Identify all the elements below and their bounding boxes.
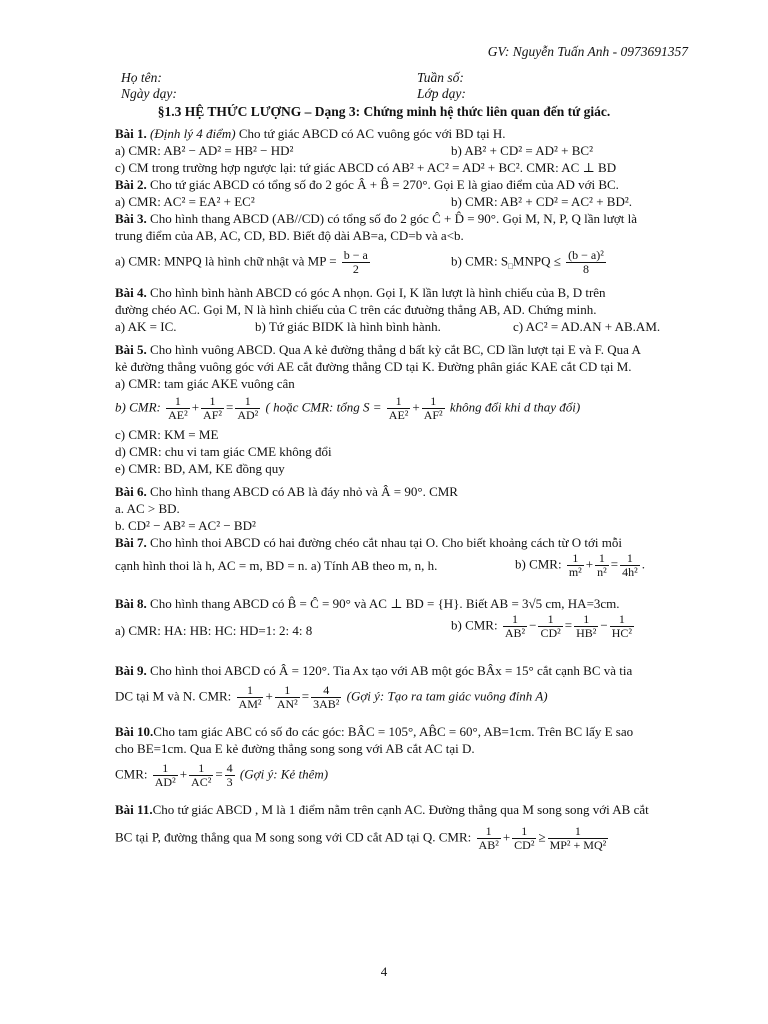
exercise-1 bbox=[115, 126, 705, 143]
page-number: 4 bbox=[380, 964, 388, 979]
name-label: Họ tên: bbox=[121, 70, 162, 85]
exercise-3 bbox=[115, 211, 705, 228]
exercise-2 bbox=[115, 177, 705, 194]
fraction: $\frac{1}{\text{AC²}}$ bbox=[191, 761, 212, 790]
part-b: b) CMR: $\frac{1}{\text{m²}}$ + $\frac{1}{\text{n²}}$ = $\frac{1}{\text{4h²}}$ . bbox=[515, 551, 645, 580]
exercise-note: (Định lý 4 điểm) bbox=[150, 126, 236, 141]
part-a: a) CMR: AB² − AD² = HB² − HD² bbox=[115, 143, 294, 158]
exercise-4-parts bbox=[115, 319, 705, 336]
exercise-text: Cho hình thang ABCD có B̂ = Ĉ = 90° và AC ⊥ BD = {H}. Biết AB = 3√5 cm, HA=3cm. bbox=[146, 596, 620, 611]
exercise-text: Cho hình bình hành ABCD có góc A nhọn. Gọi I, K lần lượt là hình chiếu của B, D trên bbox=[146, 285, 606, 300]
exercise-9-cmr: DC tại M và N. CMR: $\frac{1}{\text{AM²}}$ + $\frac{1}{\text{AN²}}$ = $\frac{4}{\text{3AB²}}$ (Gợi ý: Tạo ra tam giác vuông đỉnh A) bbox=[115, 683, 548, 712]
exercise-2-parts bbox=[115, 194, 705, 211]
fraction: $\frac{1}{\text{AF²}}$ bbox=[423, 394, 443, 423]
exercise-text: Cho tứ giác ABCD có tổng số đo 2 góc Â + B̂ = 270°. Gọi E là giao điểm của AD với BC. bbox=[146, 177, 619, 192]
teacher-info: GV: Nguyễn Tuấn Anh - 0973691357 bbox=[487, 44, 688, 59]
exercise-label: Bài 4. bbox=[115, 285, 147, 300]
part-b: b) CMR: $\frac{1}{\text{AB²}}$ − $\frac{1}{\text{CD²}}$ = $\frac{1}{\text{HB²}}$ − $\frac{1}{\text{HC²}}$ bbox=[451, 612, 632, 641]
fraction: $\frac{1}{\text{CD²}}$ bbox=[540, 612, 561, 641]
exercise-text-cont: trung điểm của AB, AC, CD, BD. Biết độ dài AB=a, CD=b và a<b. bbox=[115, 228, 464, 243]
exercise-5 bbox=[115, 342, 705, 359]
exercise-text: Cho tứ giác ABCD , M là 1 điểm nằm trên cạnh AC. Đường thẳng qua M song song với AB cắt bbox=[152, 802, 649, 817]
fraction: $\frac{1}{\text{AF²}}$ bbox=[203, 394, 222, 423]
fraction: $\frac{4}{\text{3AB²}}$ bbox=[313, 683, 340, 712]
fraction: $\frac{1}{\text{AE²}}$ bbox=[388, 394, 409, 423]
exercise-text: Cho hình thoi ABCD có Â = 120°. Tia Ax tạo với AB một góc BÂx = 15° cắt cạnh BC và tia bbox=[146, 663, 633, 678]
part-b: b. CD² − AB² = AC² − BD² bbox=[115, 518, 256, 533]
exercise-text-cont: cạnh hình thoi là h, AC = m, BD = n. a) Tính AB theo m, n, h. bbox=[115, 558, 438, 573]
exercise-text: Cho hình thoi ABCD có hai đường chéo cắt nhau tại O. Cho biết khoảng cách từ O tới mỗi bbox=[146, 535, 622, 550]
fraction: $\frac{1}{\text{m²}}$ bbox=[568, 551, 582, 580]
part-d: d) CMR: chu vi tam giác CME không đổi bbox=[115, 444, 332, 459]
hint: (Gợi ý: Kẻ thêm) bbox=[239, 766, 329, 782]
exercise-label: Bài 8. bbox=[115, 596, 147, 611]
exercise-10-cmr: CMR: $\frac{1}{\text{AD²}}$ + $\frac{1}{\text{AC²}}$ = $\frac{4}{3}$ (Gợi ý: Kẻ thêm) bbox=[115, 761, 329, 790]
page-title: §1.3 HỆ THỨC LƯỢNG – Dạng 3: Chứng minh hệ thức liên quan đến tứ giác. bbox=[157, 104, 611, 119]
exercise-label: Bài 1. bbox=[115, 126, 147, 141]
fraction: $\frac{1}{\text{HC²}}$ bbox=[611, 612, 632, 641]
fraction: $\frac{1}{\text{AD²}}$ bbox=[154, 761, 176, 790]
exercise-text: Cho hình thang ABCD có AB là đáy nhỏ và Â = 90°. CMR bbox=[146, 484, 458, 499]
exercise-text-cont: kẻ đường thẳng vuông góc với AE cắt đường thẳng CD tại K. Đường phân giác KAE cắt CD tại M. bbox=[115, 359, 632, 374]
exercise-7 bbox=[115, 535, 705, 552]
part-b: b) CMR: $S_□MNPQ$ ≤ $\frac{\text{(b − a)²}}{8}$ bbox=[451, 248, 604, 277]
exercise-text-cont: đường chéo AC. Gọi M, N là hình chiếu của C trên các đưuờng thẳng AB, AD. Chứng minh. bbox=[115, 302, 597, 317]
exercise-11-cmr: BC tại P, đường thẳng qua M song song với CD cắt AD tại Q. CMR: $\frac{1}{\text{AB²}}$ + $\frac{1}{\text{CD²}}$ ≥ $\frac{1}{\text{MP² + MQ²}}$ bbox=[115, 824, 607, 853]
part-c: c) CM trong trường hợp ngược lại: tứ giác ABCD có AB² + AC² = AD² + BC². CMR: AC ⊥ BD bbox=[115, 160, 617, 175]
exercise-text: Cho tứ giác ABCD có AC vuông góc với BD tại H. bbox=[235, 126, 506, 141]
fraction: $\frac{1}{\text{AD²}}$ bbox=[237, 394, 259, 423]
exercise-7-parts bbox=[115, 552, 705, 590]
part-e: e) CMR: BD, AM, KE đồng quy bbox=[115, 461, 285, 476]
fraction: $\frac{4}{3}$ bbox=[226, 761, 233, 790]
fraction: $\frac{1}{\text{AB²}}$ bbox=[478, 824, 499, 853]
part-b: b) CMR: AB² + CD² = AC² + BD². bbox=[451, 194, 632, 209]
exercise-label: Bài 6. bbox=[115, 484, 147, 499]
part-c: c) AC² = AD.AN + AB.AM. bbox=[513, 319, 661, 334]
exercise-4 bbox=[115, 285, 705, 302]
fraction: $\frac{1}{\text{AN²}}$ bbox=[276, 683, 298, 712]
part-a: a. AC > BD. bbox=[115, 501, 180, 516]
exercise-9 bbox=[115, 663, 705, 680]
hint: (Gợi ý: Tạo ra tam giác vuông đỉnh A) bbox=[346, 688, 548, 704]
fraction-area: $\frac{\text{(b − a)²}}{8}$ bbox=[568, 248, 604, 277]
exercise-text: Cho hình vuông ABCD. Qua A kẻ đường thẳng d bất kỳ cắt BC, CD lần lượt tại E và F. Qua A bbox=[146, 342, 641, 357]
exercise-label: Bài 3. bbox=[115, 211, 147, 226]
info-row-date bbox=[121, 86, 641, 103]
fraction: $\frac{1}{\text{HB²}}$ bbox=[576, 612, 597, 641]
part-c: c) CMR: KM = ME bbox=[115, 427, 219, 442]
exercise-8 bbox=[115, 596, 705, 613]
date-label: Ngày dạy: bbox=[121, 86, 177, 101]
fraction: $\frac{1}{\text{4h²}}$ bbox=[622, 551, 638, 580]
fraction: $\frac{1}{\text{CD²}}$ bbox=[514, 824, 535, 853]
fraction-mp: $\frac{b - a}{2}$ bbox=[343, 248, 368, 277]
exercise-text-cont: cho BE=1cm. Qua E kẻ đường thẳng song song với AB cắt AC tại D. bbox=[115, 741, 475, 756]
exercise-8-parts bbox=[115, 613, 705, 657]
exercise-6 bbox=[115, 484, 705, 501]
part-a: a) CMR: tam giác AKE vuông cân bbox=[115, 376, 295, 391]
exercise-label: Bài 9. bbox=[115, 663, 147, 678]
exercise-label: Bài 11. bbox=[115, 802, 153, 817]
exercise-label: Bài 5. bbox=[115, 342, 147, 357]
exercise-label: Bài 2. bbox=[115, 177, 147, 192]
week-label: Tuần số: bbox=[417, 70, 464, 85]
fraction: $\frac{1}{\text{AM²}}$ bbox=[238, 683, 262, 712]
part-a: a) AK = IC. bbox=[115, 319, 177, 334]
exercise-10 bbox=[115, 724, 705, 741]
exercise-text: Cho tam giác ABC có số đo các góc: BÂC = 105°, AB̂C = 60°, AB=1cm. Trên BC lấy E sao bbox=[153, 724, 634, 739]
info-row-name bbox=[121, 70, 641, 87]
exercise-3-parts bbox=[115, 245, 705, 279]
exercise-label: Bài 10. bbox=[115, 724, 154, 739]
fraction: $\frac{1}{\text{n²}}$ bbox=[597, 551, 607, 580]
part-b: b) CMR: $\frac{1}{\text{AE²}}$ + $\frac{1}{\text{AF²}}$ = $\frac{1}{\text{AD²}}$ ( hoặc CMR: tổng S = $\frac{1}{\text{AE²}}$ + $\frac{1}{\text{AF²}}$ không đổi khi d thay đổi) bbox=[115, 394, 581, 423]
part-b: b) AB² + CD² = AD² + BC² bbox=[451, 143, 593, 158]
part-a: a) CMR: MNPQ là hình chữ nhật và MP = bbox=[115, 253, 337, 269]
fraction: $\frac{1}{\text{AE²}}$ bbox=[168, 394, 188, 423]
part-a: a) CMR: HA: HB: HC: HD=1: 2: 4: 8 bbox=[115, 623, 313, 638]
fraction: $\frac{1}{\text{MP² + MQ²}}$ bbox=[549, 824, 607, 853]
part-a: a) CMR: AC² = EA² + EC² bbox=[115, 194, 255, 209]
class-label: Lớp dạy: bbox=[417, 86, 466, 101]
exercise-text: Cho hình thang ABCD (AB//CD) có tổng số đo 2 góc Ĉ + D̂ = 90°. Gọi M, N, P, Q lần lượt là bbox=[146, 211, 638, 226]
part-b: b) Tứ giác BIDK là hình bình hành. bbox=[255, 319, 441, 334]
exercise-list bbox=[115, 126, 705, 859]
exercise-11 bbox=[115, 802, 705, 819]
exercise-label: Bài 7. bbox=[115, 535, 147, 550]
exercise-1-parts-ab bbox=[115, 143, 705, 160]
fraction: $\frac{1}{\text{AB²}}$ bbox=[504, 612, 526, 641]
